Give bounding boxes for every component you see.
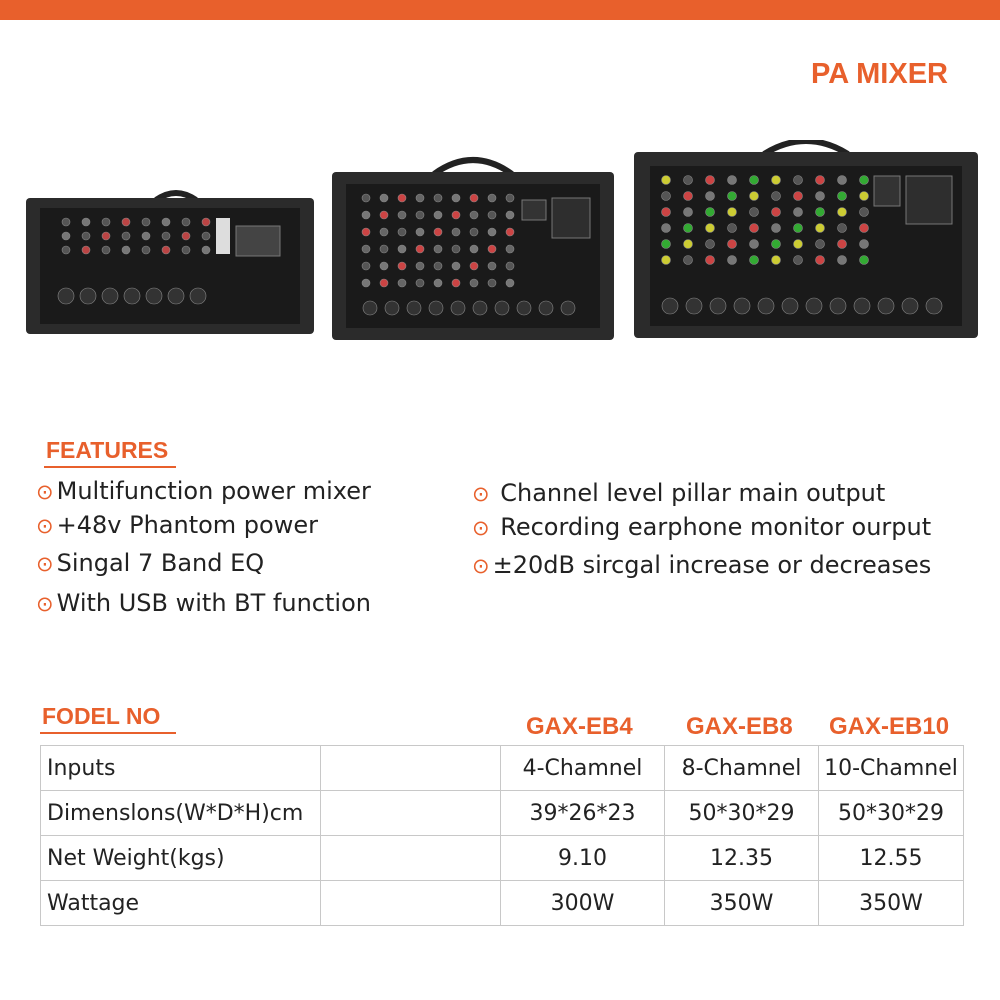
spacer-cell	[321, 746, 501, 791]
table-row	[41, 791, 964, 836]
page-title: PA MIXER	[811, 58, 948, 90]
bullet-icon: ⊙	[36, 592, 54, 616]
table-row	[41, 836, 964, 881]
bullet-icon: ⊙	[36, 480, 54, 504]
feature-item: ⊙ ±20dB sircgal increase or decreases	[472, 551, 932, 579]
models-underline	[40, 732, 176, 734]
table-cell: 9.10	[501, 836, 665, 881]
row-label: Inputs	[41, 746, 321, 791]
spacer-cell	[321, 836, 501, 881]
bullet-icon: ⊙	[472, 554, 490, 578]
table-cell: 300W	[501, 881, 665, 926]
table-cell: 4-Chamnel	[501, 746, 665, 791]
features-underline	[44, 466, 176, 468]
spacer-cell	[321, 881, 501, 926]
model-column-header: GAX-EB8	[686, 713, 793, 740]
models-title: FODEL NO	[42, 703, 161, 729]
feature-item: ⊙ Channel level pillar main output	[472, 479, 886, 507]
table-cell: 350W	[819, 881, 964, 926]
row-label: Wattage	[41, 881, 321, 926]
mixer-small-image	[26, 188, 314, 338]
feature-item: ⊙ +48v Phantom power	[36, 511, 318, 539]
feature-item: ⊙ Multifunction power mixer	[36, 477, 371, 505]
features-title: FEATURES	[46, 437, 169, 463]
table-cell: 350W	[665, 881, 819, 926]
table-row	[41, 746, 964, 791]
top-accent-bar	[0, 0, 1000, 20]
table-cell: 12.35	[665, 836, 819, 881]
row-label: Dimenslons(W*D*H)cm	[41, 791, 321, 836]
model-column-header: GAX-EB4	[526, 713, 633, 740]
bullet-icon: ⊙	[36, 552, 54, 576]
bullet-icon: ⊙	[36, 514, 54, 538]
table-cell: 39*26*23	[501, 791, 665, 836]
table-row	[41, 881, 964, 926]
row-label: Net Weight(kgs)	[41, 836, 321, 881]
table-cell: 50*30*29	[819, 791, 964, 836]
table-cell: 50*30*29	[665, 791, 819, 836]
spec-table	[40, 745, 964, 926]
table-cell: 8-Chamnel	[665, 746, 819, 791]
spacer-cell	[321, 791, 501, 836]
model-column-header: GAX-EB10	[829, 713, 950, 740]
feature-item: ⊙ Recording earphone monitor ourput	[472, 513, 932, 541]
table-cell: 10-Chamnel	[819, 746, 964, 791]
product-images	[0, 140, 1000, 340]
bullet-icon: ⊙	[472, 482, 490, 506]
mixer-large-image	[634, 140, 978, 340]
bullet-icon: ⊙	[472, 516, 490, 540]
feature-item: ⊙ With USB with BT function	[36, 589, 371, 617]
mixer-medium-image	[332, 150, 614, 340]
table-cell: 12.55	[819, 836, 964, 881]
feature-item: ⊙ Singal 7 Band EQ	[36, 549, 265, 577]
